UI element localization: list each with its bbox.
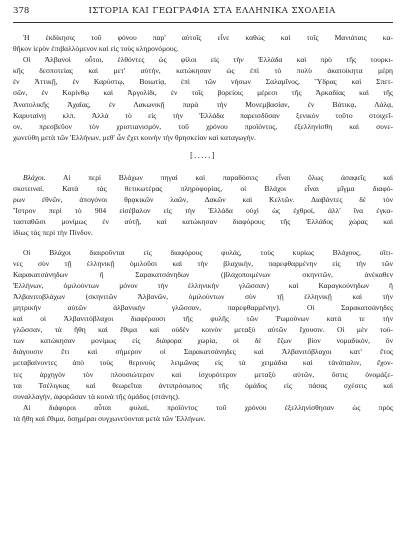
text-line: σῶν, ἐν Κορίνθῳ καὶ Ἀργολίδι, ἐν τοῖς βορείοις μέρεσι τῆς Ἀρκαδίας καὶ τῆς bbox=[13, 88, 393, 98]
paragraph-albanians bbox=[13, 54, 393, 143]
paragraph-hellenization bbox=[13, 402, 393, 424]
text-line: των κατώκησαν μονίμως εἰς διάφορα χωρία, οἱ δὲ ἔζων βίον νομαδικόν, ὃν bbox=[13, 336, 393, 346]
text-line: Οἱ Βλάχοι διαιροῦνται εἰς διαφόρους φυλάς, τοὺς κυρίως Βλάχους, οἵτι- bbox=[23, 247, 393, 257]
text-line: σκοτειναί. Κατὰ τὰς θετικωτέρας πληροφορίας, οἱ Βλάχοι εἶναι μῖγμα διαφό- bbox=[13, 184, 393, 194]
text-line: Ἑλλήνων, ὁμιλούντων μόνον τὴν ἑλληνικὴν γλῶσσαν) καὶ Καραγκούνηδων ἢ bbox=[13, 280, 393, 290]
text-line: τες ἀρχηγὸν τὸν πλουσιώτερον καὶ ἰσχυρότερον μεταξὺ αὐτῶν, ὅστις ὀνομάζε- bbox=[13, 369, 393, 379]
paragraph-vendetta bbox=[13, 32, 393, 54]
text-line: ον, πρεσβεῦον τὸν χριστιανισμόν, τοῦ χρόνου προϊόντος, ἐξελληνίσθη καὶ συνε- bbox=[13, 121, 393, 131]
page-header bbox=[13, 6, 393, 19]
section-lead-word: Βλάχοι. bbox=[23, 172, 46, 182]
text-line: Καρακατσάνηδων ἢ Σαρακατσάνηδων (βλαχοποιμένων σκηνιτῶν, ἀνέκαθεν bbox=[13, 269, 393, 279]
text-line: Ἡ ἐκδίκησις τοῦ φόνου παρ' αὐτοῖς εἶνε καθὼς καὶ τοῖς Μανιάταις κα- bbox=[23, 33, 393, 42]
page-number: 378 bbox=[13, 6, 30, 16]
header-rule bbox=[13, 22, 393, 23]
text-line: τὰ ἤθη καὶ ἔθιμα, ὅσημέραι συγχωνεύονται μετὰ τῶν Ἑλλήνων. bbox=[13, 413, 206, 423]
text-line: Οἱ Ἀλβανοὶ οὗτοι, ἐλθόντες ὡς φίλοι εἰς τὴν Ἑλλάδα καὶ πρὸ τῆς τουρκι- bbox=[23, 55, 393, 65]
text-line: διάγουσιν ἔτι καὶ σήμερον οἱ Σαρακατσάνηδες καὶ Ἀλβανιτόβλαχοι κατ' ἔτος bbox=[13, 347, 393, 357]
text-line: Καρυταίνῃ κλπ. Ἀλλὰ τὸ εἰς τὴν Ἑλλάδα παρεισδῦσαν ξενικὸν τοῦτο στοιχεῖ- bbox=[13, 110, 393, 120]
text-line: Αἱ διάφοροι αὗται φυλαί, προϊόντος τοῦ χρόνου ἐξελληνίσθησαν ὡς πρὸς bbox=[23, 402, 393, 412]
text-line: μεταβαίνοντες ἀπὸ τοὺς θερινοὺς λειμῶνας εἰς τὰ χειμάδια καὶ τἀνάπαλιν, ἔχον- bbox=[13, 358, 393, 368]
text-line: ἰδίως τὰς περὶ τὴν Πίνδον. bbox=[13, 228, 93, 238]
text-line: Ἴστρον περὶ τὸ 904 εἰσέβαλον εἰς τὴν Ἑλλάδα οὐχὶ ὡς ἐχθροί, ἀλλ' ἵνα ἐγκα- bbox=[13, 206, 393, 216]
text-line: τασταθῶσι μονίμως ἐν αὐτῇ, καὶ κατώκησαν διαφόρους τῆς Ἑλλάδος χώρας καὶ bbox=[13, 217, 393, 227]
omission-mark: [.....] bbox=[190, 150, 216, 160]
text-line: γλῶσσαν, τὰ ἤθη καὶ ἔθιμα καὶ οὐδὲν κοινὸν μεταξὺ αὐτῶν ἔχουσιν. Οἱ μὲν τού- bbox=[13, 325, 393, 335]
text-line: ἐν Ἀττικῇ, ἐν Καρύστῳ, Βοιωτίᾳ, ἐπὶ τῶν νήσων Σαλαμῖνος, Ὕδρας καὶ Σπετ- bbox=[13, 77, 393, 87]
text-line: θῆκον ἱερὸν ἐπιβαλλόμενον καὶ εἰς τοὺς κληρονόμους. bbox=[13, 44, 179, 54]
text-line: ρων ἐθνῶν, ἀπογόνοι θρᾳκικῶν λαῶν, Δακῶν καὶ Κελτῶν. Διαβάντες δὲ τὸν bbox=[13, 195, 393, 205]
paragraph-vlachs-origin bbox=[13, 172, 393, 239]
paragraph-vlach-tribes bbox=[13, 247, 393, 402]
text-line: καὶ οἱ Ἀλβανιτόβλαχοι διαφέρουσι τῆς φυλῆς τῶν Ῥωμούνων κατὰ τε τὴν bbox=[13, 314, 393, 324]
text-line: ται Τσέλιγκας καὶ θεωρεῖται ἀντιπρόσωπος τῆς ὁμάδος εἰς πάσας σχέσεις καὶ bbox=[13, 380, 393, 390]
text-line: Ἀλβανιτοβλάχων (σκηνιτῶν Ἀλβανῶν, ὁμιλούντων σὺν τῇ ἑλληνικῇ καὶ τὴν bbox=[13, 291, 393, 301]
text-line: μητρικὴν αὐτῶν ἀλβανικὴν γλῶσσαν, παρεφθαρμένην). Οἱ Σαρακατσάνηδες bbox=[13, 302, 393, 312]
text-line: συναλλαγήν, ἀφορῶσαν τὰ κοινὰ τῆς ὁμάδος (στάνης). bbox=[13, 391, 180, 401]
text-line: νες σὺν τῇ ἑλληνικῇ ὁμιλοῦσι καὶ τὴν βλαχικήν, παρεφθαρμένην εἰς τὴν τῶν bbox=[13, 258, 393, 268]
text-line: Ἀνατολικῆς Ἀχαΐας, ἐν Λακωνικῇ παρὰ τὴν Μονεμβασίαν, ἐν Βάτικᾳ, Λάλᾳ, bbox=[13, 99, 393, 109]
text-line: χωνεύθη μετὰ τῶν Ἑλλήνων, μεθ' ὧν ἔχει κοινὴν τὴν θρησκείαν καὶ καταγωγήν. bbox=[13, 132, 256, 142]
text-line: Βλάχοι. Αἱ περὶ Βλάχων πηγαὶ καὶ παραδόσεις εἶναι ὅλως ἀσαφεῖς καὶ bbox=[23, 172, 393, 182]
text-line: κῆς δεσποτείας καὶ μετ' αὐτήν, κατώκησαν ὡς ἐπὶ τὸ πολὺ ἀκατοίκητα μέρη bbox=[13, 66, 393, 76]
running-title: ΙΣΤΟΡΙΑ ΚΑΙ ΓΕΩΓΡΑΦΙΑ ΣΤΑ ΕΛΛΗΝΙΚΑ ΣΧΟΛΕΙΑ bbox=[88, 6, 336, 16]
